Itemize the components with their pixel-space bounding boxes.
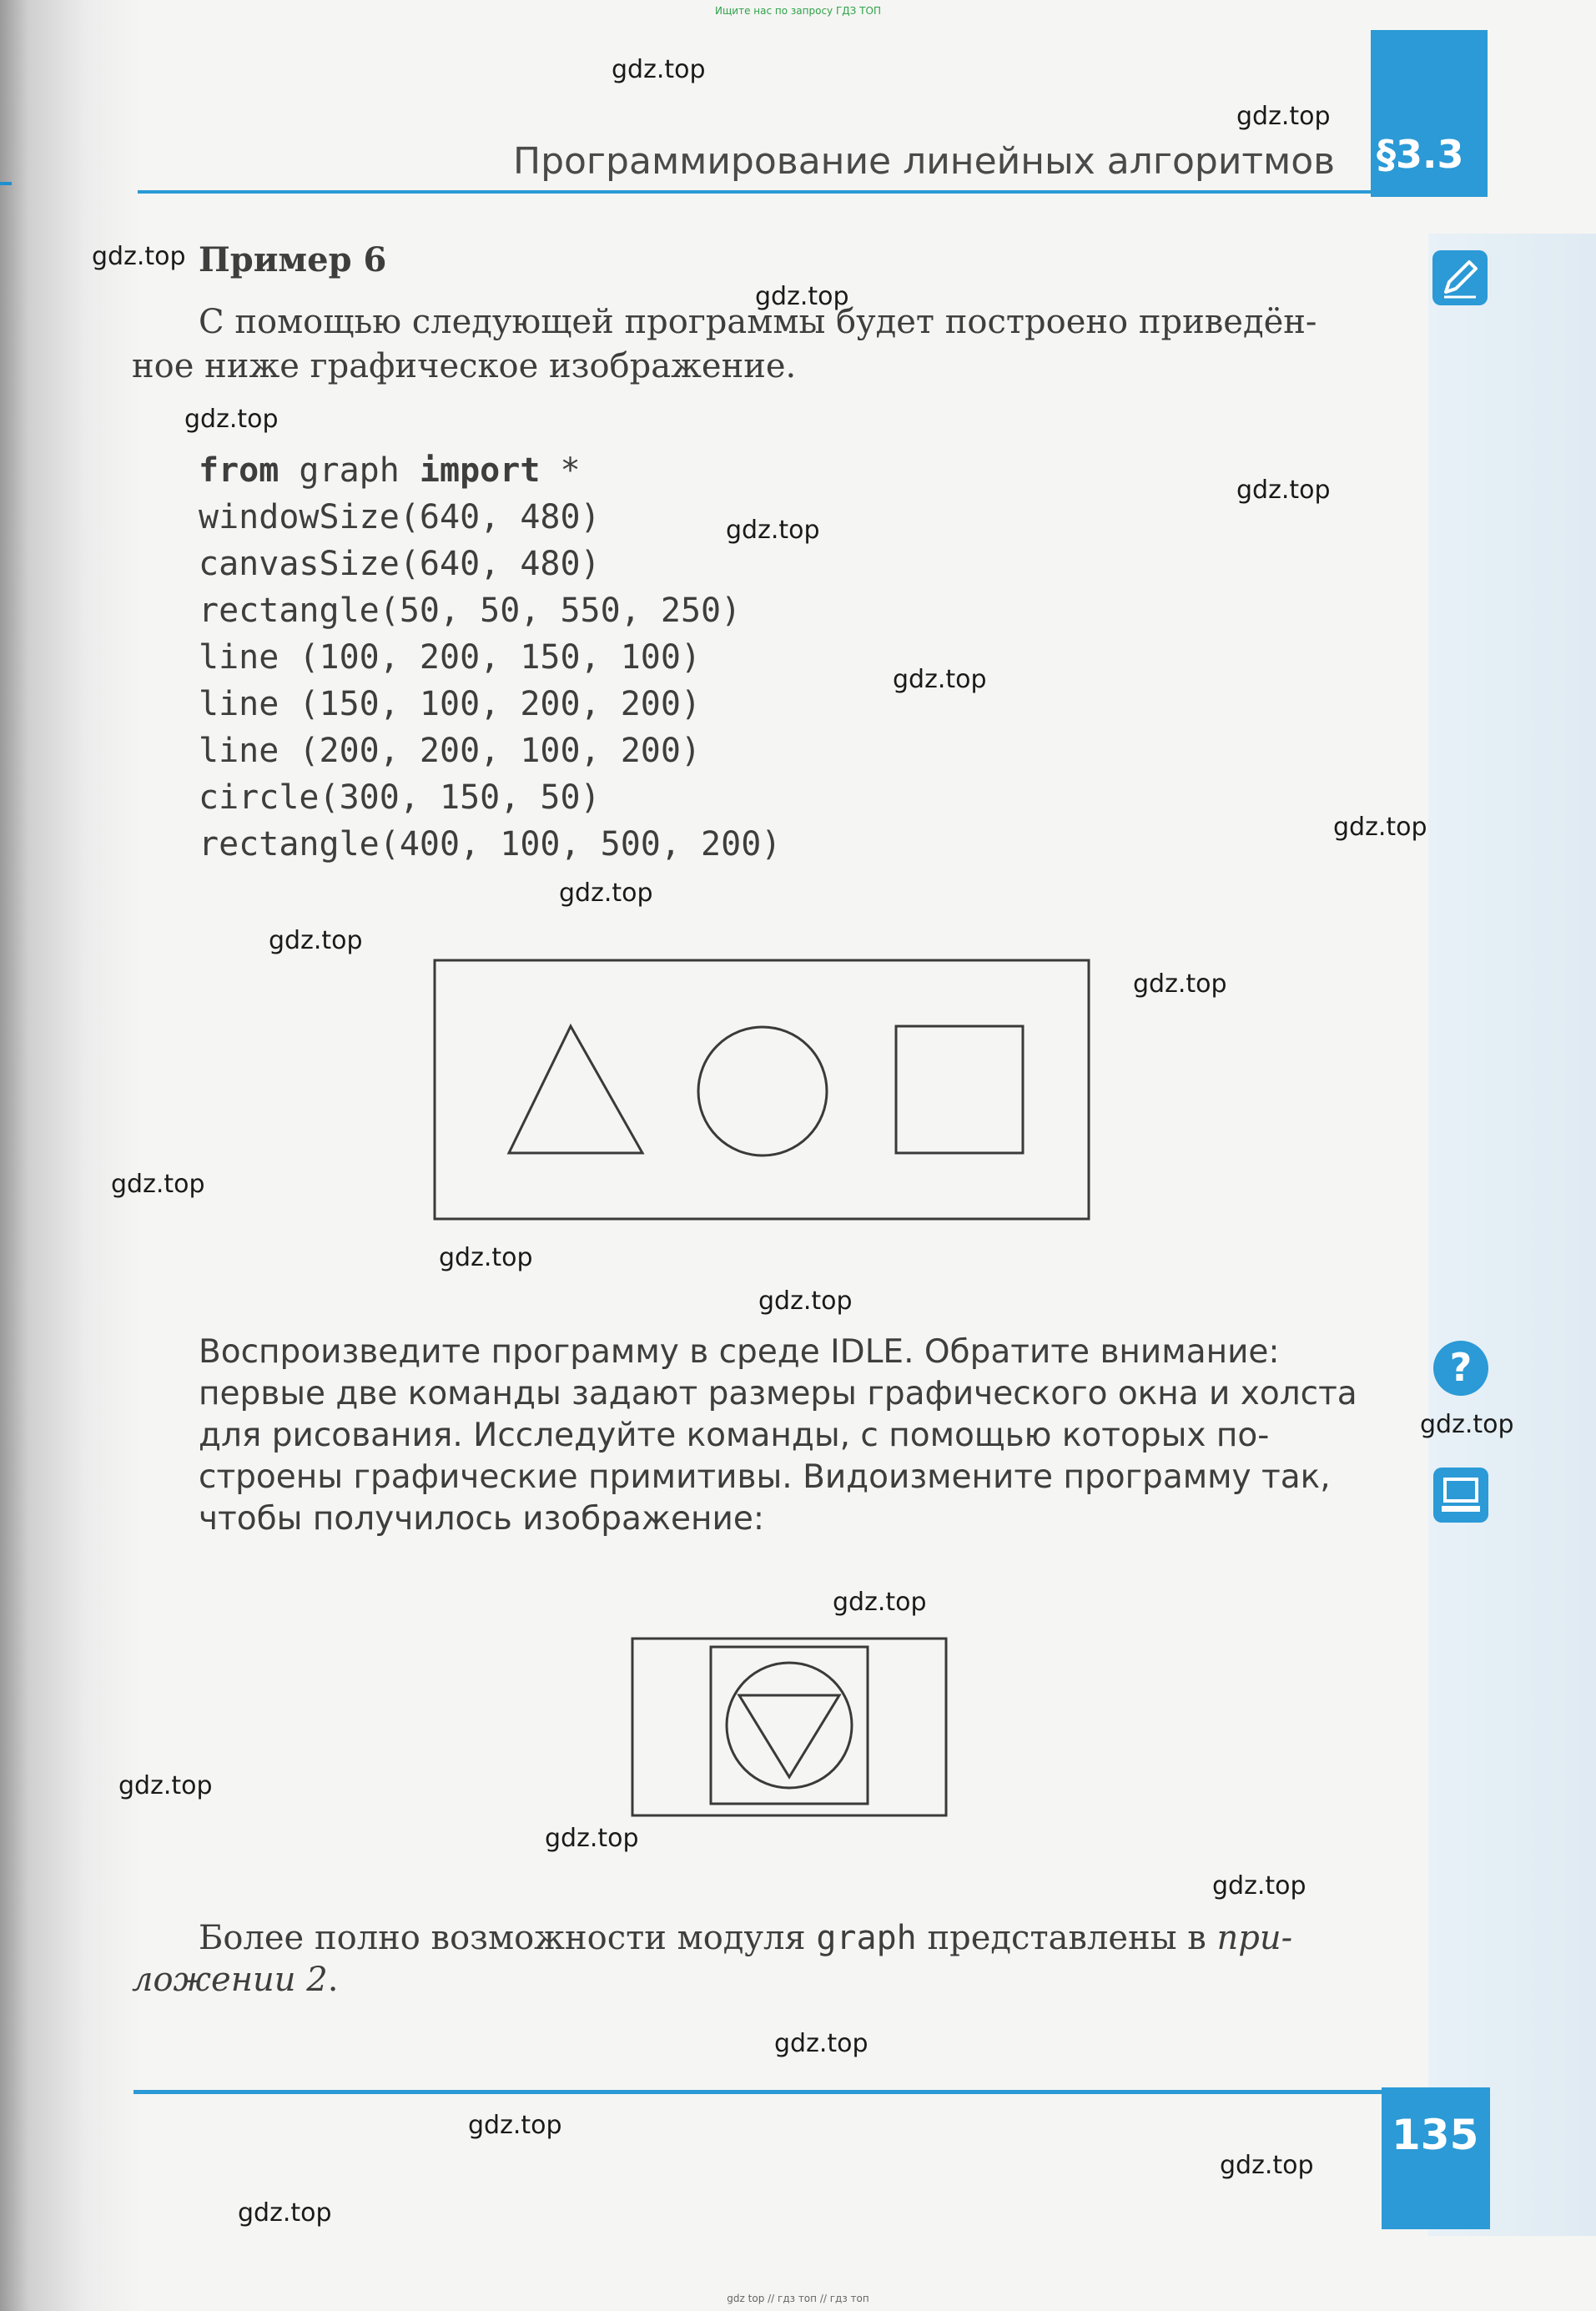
code-listing [199,447,781,868]
watermark: gdz.top [111,1170,205,1199]
header-rule [138,190,1375,194]
figure-example-output [432,958,1091,1225]
watermark: gdz.top [545,1824,639,1853]
code-line: line (100, 200, 150, 100) [199,638,702,677]
example-title: Пример 6 [199,240,387,279]
figure2-circle [727,1663,852,1788]
task-line: чтобы получилось изображение: [199,1500,764,1538]
code-line: line (200, 200, 100, 200) [199,732,702,770]
code-keyword-from: from [199,451,279,490]
figure-square [896,1026,1023,1153]
watermark: gdz.top [1133,969,1227,999]
task-line: Воспроизведите программу в среде IDLE. Обратите внимание: [199,1333,1280,1371]
watermark: gdz.top [755,282,849,311]
closing-italic: при- [1216,1919,1293,1957]
watermark: gdz.top [184,405,279,434]
intro-line: С помощью следующей программы будет построено приведён- [199,303,1317,341]
figure-triangle [509,1026,642,1153]
watermark: gdz.top [1236,102,1331,131]
figure2-square [711,1647,868,1804]
code-line: rectangle(50, 50, 550, 250) [199,592,742,630]
closing-end: . [327,1961,339,1999]
closing-line-1 [132,1917,1292,1959]
gutter-blue-mark [0,182,12,185]
page-header-title: Программирование линейных алгоритмов [513,140,1336,183]
pencil-icon [1431,249,1489,310]
watermark: gdz.top [893,665,987,694]
watermark: gdz.top [1236,476,1331,505]
closing-text: Более полно возможности модуля [199,1919,817,1957]
book-gutter-shadow [0,0,142,2311]
task-line: строены графические примитивы. Видоизмените программу так, [199,1458,1331,1496]
task-line: для рисования. Исследуйте команды, с помощью которых по- [199,1417,1270,1454]
watermark: gdz.top [1220,2151,1314,2180]
closing-line-2 [132,1959,1292,2001]
page-number: 135 [1392,2111,1479,2159]
watermark: gdz.top [1420,1410,1514,1439]
footer-note: gdz top // гдз топ // гдз топ [727,2293,869,2304]
code-star: * [540,451,581,490]
closing-italic: ложении 2 [132,1961,328,1999]
watermark: gdz.top [758,1286,853,1316]
watermark: gdz.top [92,242,186,271]
watermark: gdz.top [833,1588,927,1617]
footer-rule [133,2090,1382,2094]
watermark: gdz.top [468,2111,562,2140]
top-note: Ищите нас по запросу ГДЗ ТОП [715,5,881,17]
closing-paragraph [132,1917,1292,2001]
code-module: graph [279,451,420,490]
task-line: первые две команды задают размеры графического окна и холста [199,1375,1357,1412]
closing-text: представлены в [916,1919,1217,1957]
watermark: gdz.top [612,55,706,84]
closing-code: graph [816,1919,917,1957]
code-keyword-import: import [419,451,541,490]
right-margin-band [1428,234,1596,2236]
watermark: gdz.top [726,516,820,545]
task-text [199,1332,1373,1540]
code-line: line (150, 100, 200, 200) [199,685,702,723]
figure2-inverted-triangle [739,1695,839,1777]
figure-circle [698,1027,827,1156]
code-line: windowSize(640, 480) [199,498,601,536]
watermark: gdz.top [1212,1871,1307,1901]
section-label: §3.3 [1377,132,1464,177]
watermark: gdz.top [559,879,653,908]
code-line: canvasSize(640, 480) [199,545,601,583]
watermark: gdz.top [439,1243,533,1272]
watermark: gdz.top [118,1771,213,1800]
watermark: gdz.top [238,2198,332,2228]
computer-icon [1432,1466,1490,1528]
svg-text:?: ? [1449,1345,1473,1390]
question-icon [1432,1339,1490,1401]
example-intro [132,300,1373,389]
watermark: gdz.top [1333,813,1427,842]
figure-outer-rectangle [435,960,1089,1219]
code-line: circle(300, 150, 50) [199,778,601,817]
code-line: rectangle(400, 100, 500, 200) [199,825,782,863]
figure-target-output [631,1637,948,1820]
watermark: gdz.top [774,2029,868,2058]
watermark: gdz.top [269,926,363,955]
intro-line: ное ниже графическое изображение. [132,347,797,385]
